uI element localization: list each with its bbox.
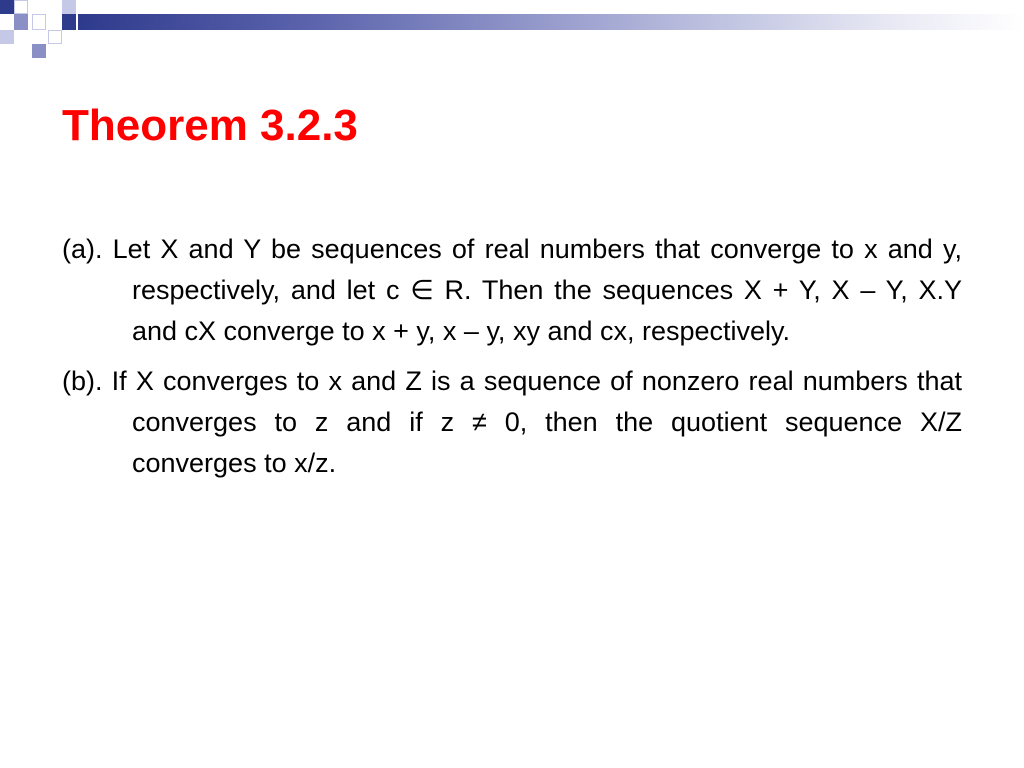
theorem-part-b: (b). If X converges to x and Z is a sequence of nonzero real numbers that converges to z and if z ≠ 0, then the quotient sequence X/Z converges to x/z.	[62, 366, 962, 478]
header-gradient-bar	[78, 14, 1024, 30]
decor-square	[62, 14, 76, 30]
theorem-part-a: (a). Let X and Y be sequences of real numbers that converge to x and y, respectively, and let c ∈ R. Then the sequences X + Y, X – Y, X.Y and cX converge to x + y, x – y, xy and cx, respectively.	[62, 234, 962, 346]
slide-body	[62, 229, 962, 493]
decor-square	[48, 30, 62, 44]
decor-square	[62, 0, 76, 14]
decor-square	[14, 14, 28, 30]
slide-title: Theorem 3.2.3	[62, 101, 358, 150]
decor-square	[32, 44, 46, 58]
decor-square	[0, 30, 14, 44]
decor-square	[14, 0, 28, 14]
decor-square	[32, 14, 46, 30]
decor-square	[0, 0, 14, 14]
